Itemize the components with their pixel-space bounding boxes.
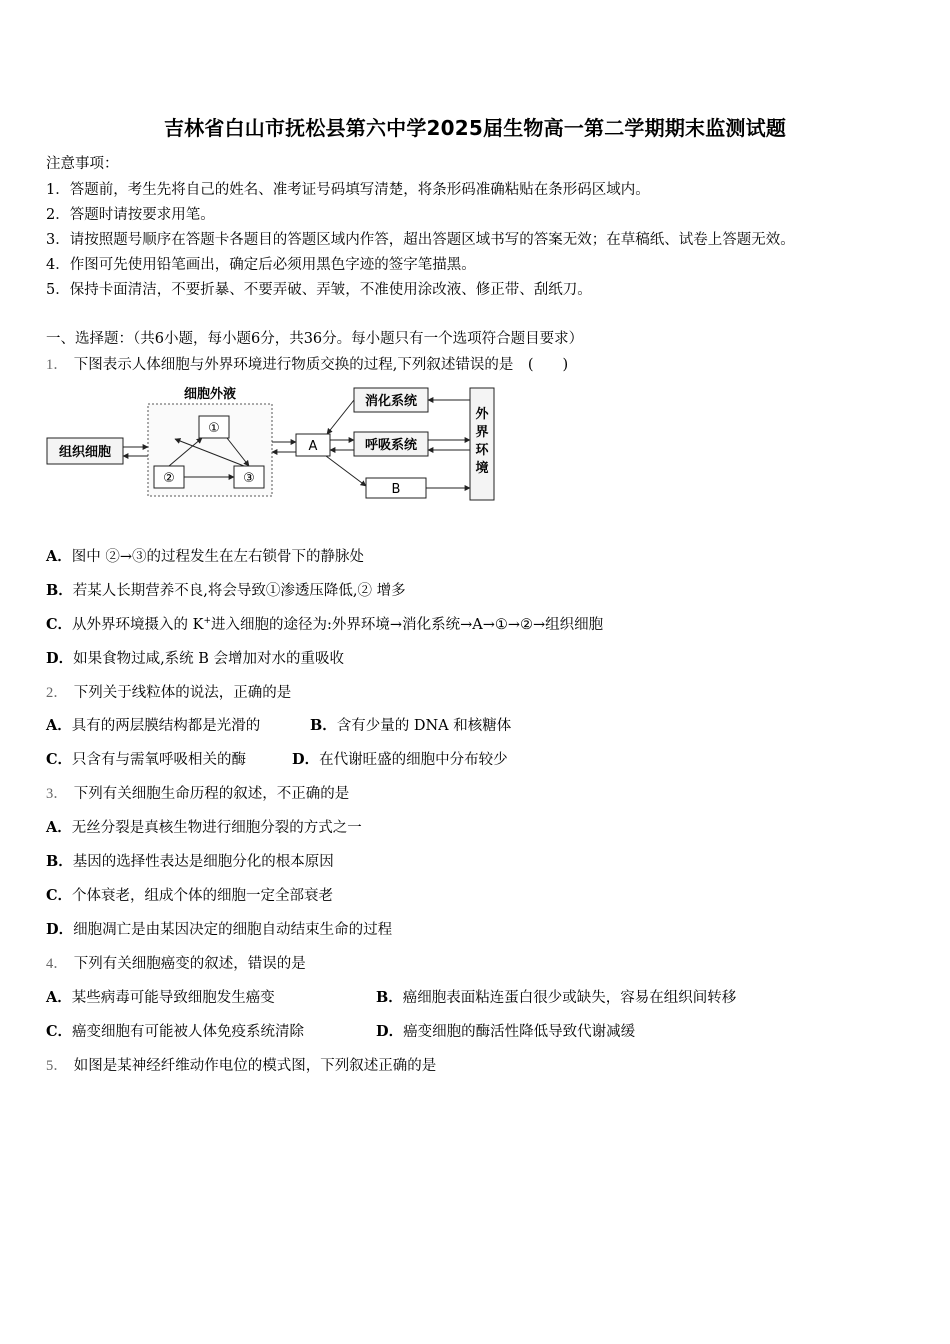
- notice-item: 3．请按照题号顺序在答题卡各题目的答题区域内作答，超出答题区域书写的答案无效；在草稿纸、试卷上答题无效。: [46, 232, 795, 248]
- option-label: B．: [46, 582, 73, 599]
- superscript: +: [203, 616, 212, 627]
- option-row: [46, 1020, 304, 1041]
- question-2: [46, 681, 291, 702]
- option-row: [46, 986, 275, 1007]
- question-3: [46, 782, 349, 803]
- option-1c: [46, 613, 603, 634]
- question-number: 4．: [46, 956, 68, 972]
- option-1d: [46, 647, 344, 668]
- option-label: A．: [46, 548, 72, 565]
- environment-char: 外: [475, 407, 489, 422]
- node-2-label: ②: [163, 471, 175, 486]
- option-label: D．: [46, 650, 74, 667]
- option-row: [292, 748, 508, 769]
- option-label: B．: [376, 989, 403, 1006]
- option-row: [310, 714, 511, 735]
- environment-char: 环: [475, 443, 489, 458]
- exchange-diagram: [44, 380, 496, 510]
- option-label: A．: [46, 989, 72, 1006]
- extracellular-label: 细胞外液: [183, 387, 237, 402]
- option-text: 进入细胞的途径为:外界环境→消化系统→A→①→②→组织细胞: [211, 617, 604, 633]
- node-1-label: ①: [208, 421, 220, 436]
- question-stem: 下图表示人体细胞与外界环境进行物质交换的过程,下列叙述错误的是 ( ): [73, 357, 569, 373]
- option-1a: [46, 545, 364, 566]
- option-label: D．: [46, 921, 74, 938]
- question-1: [46, 353, 568, 374]
- option-row: [46, 748, 246, 769]
- tissue-cell-label: 组织细胞: [58, 445, 112, 460]
- option-row: [46, 850, 334, 871]
- digestive-label: 消化系统: [364, 394, 418, 409]
- option-row: [46, 884, 333, 905]
- environment-char: 界: [475, 425, 489, 440]
- option-1b: [46, 579, 406, 600]
- option-text: 癌细胞表面粘连蛋白很少或缺失，容易在组织间转移: [402, 990, 737, 1006]
- arrow-digestive-to-a: [327, 400, 354, 434]
- option-label: D．: [292, 751, 320, 768]
- option-row: [46, 816, 362, 837]
- option-label: D．: [376, 1023, 404, 1040]
- option-label: C．: [46, 616, 73, 633]
- notice-heading: 注意事项：: [46, 156, 119, 172]
- option-text: 图中 ②→③的过程发生在左右锁骨下的静脉处: [71, 549, 365, 565]
- notice-item: 4．作图可先使用铅笔画出，确定后必须用黑色字迹的签字笔描黑。: [46, 257, 476, 273]
- option-row: [46, 918, 392, 939]
- option-label: C．: [46, 887, 73, 904]
- option-label: C．: [46, 751, 73, 768]
- option-text: 细胞凋亡是由某因决定的细胞自动结束生命的过程: [73, 922, 393, 938]
- notice-item: 1．答题前，考生先将自己的姓名、准考证号码填写清楚，将条形码准确粘贴在条形码区域内。: [46, 182, 650, 198]
- question-stem: 下列有关细胞癌变的叙述，错误的是: [73, 956, 306, 972]
- option-label: B．: [310, 717, 337, 734]
- option-text: 具有的两层膜结构都是光滑的: [71, 718, 261, 734]
- option-label: B．: [46, 853, 73, 870]
- option-text: 某些病毒可能导致细胞发生癌变: [71, 990, 275, 1006]
- page-title: 吉林省白山市抚松县第六中学2025届生物高一第二学期期末监测试题: [163, 116, 787, 140]
- question-stem: 如图是某神经纤维动作电位的模式图，下列叙述正确的是: [73, 1058, 437, 1074]
- question-number: 5．: [46, 1058, 68, 1074]
- question-number: 1．: [46, 357, 68, 373]
- notice-item: 5．保持卡面清洁，不要折暴、不要弄破、弄皱，不准使用涂改液、修正带、刮纸刀。: [46, 282, 592, 298]
- environment-char: 境: [475, 461, 489, 476]
- respiratory-label: 呼吸系统: [364, 438, 418, 453]
- section-heading: 一、选择题：（共6小题，每小题6分，共36分。每小题只有一个选项符合题目要求）: [46, 331, 584, 347]
- option-row: [376, 986, 736, 1007]
- option-text: 如果食物过咸,系统 B 会增加对水的重吸收: [73, 651, 345, 667]
- arrow-a-to-b: [326, 456, 366, 486]
- question-stem: 下列关于线粒体的说法，正确的是: [73, 685, 292, 701]
- option-text: 从外界环境摄入的 K: [72, 617, 204, 633]
- option-text: 癌变细胞的酶活性降低导致代谢减缓: [403, 1024, 636, 1040]
- option-row: [46, 714, 260, 735]
- option-text: 个体衰老，组成个体的细胞一定全部衰老: [72, 888, 334, 904]
- option-label: C．: [46, 1023, 73, 1040]
- option-label: A．: [46, 717, 72, 734]
- option-text: 只含有与需氧呼吸相关的酶: [72, 752, 247, 768]
- option-row: [376, 1020, 635, 1041]
- question-5: [46, 1054, 436, 1075]
- a-label: A: [308, 439, 318, 454]
- option-text: 癌变细胞有可能被人体免疫系统清除: [72, 1024, 305, 1040]
- option-text: 若某人长期营养不良,将会导致①渗透压降低,② 增多: [72, 583, 406, 599]
- b-label: B: [391, 482, 401, 497]
- question-4: [46, 952, 306, 973]
- notice-item: 2．答题时请按要求用笔。: [46, 207, 215, 223]
- node-3-label: ③: [243, 471, 255, 486]
- option-text: 含有少量的 DNA 和核糖体: [336, 718, 512, 734]
- option-text: 在代谢旺盛的细胞中分布较少: [319, 752, 508, 768]
- option-label: A．: [46, 819, 72, 836]
- option-text: 基因的选择性表达是细胞分化的根本原因: [72, 854, 334, 870]
- question-number: 2．: [46, 685, 68, 701]
- question-stem: 下列有关细胞生命历程的叙述，不正确的是: [73, 786, 350, 802]
- option-text: 无丝分裂是真核生物进行细胞分裂的方式之一: [71, 820, 362, 836]
- question-number: 3．: [46, 786, 68, 802]
